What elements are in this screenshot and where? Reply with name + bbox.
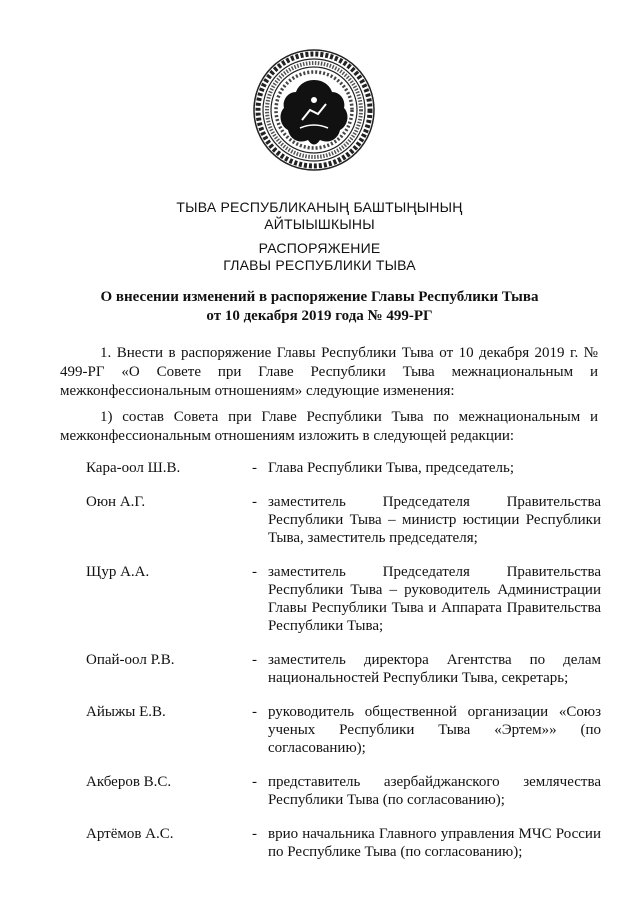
member-row [86, 703, 601, 757]
member-name: Опай-оол Р.В. [86, 652, 175, 668]
member-row [86, 651, 601, 687]
member-name: Артёмов А.С. [86, 826, 174, 842]
member-row [86, 493, 601, 547]
member-role: Глава Республики Тыва, председатель; [268, 460, 515, 476]
header-line-4: ГЛАВЫ РЕСПУБЛИКИ ТЫВА [223, 257, 416, 273]
decree-header [0, 240, 639, 274]
member-name: Акберов В.С. [86, 774, 172, 790]
header-line-3: РАСПОРЯЖЕНИЕ [258, 240, 381, 256]
member-role: заместитель Председателя Правительства Республики Тыва – министр юстиции Республики Тыва, заместитель председателя; [268, 494, 601, 546]
republic-emblem-seal [252, 48, 376, 172]
paragraph-2: 1) состав Совета при Главе Республики Тыва по межнациональным и межконфессиональным отношениям изложить в следующей редакции: [60, 409, 598, 444]
member-name: Щур А.А. [86, 564, 150, 580]
member-name: Айыжы Е.В. [86, 704, 166, 720]
member-dash: - [252, 652, 257, 668]
member-dash: - [252, 460, 257, 476]
member-dash: - [252, 564, 257, 580]
member-name: Оюн А.Г. [86, 494, 146, 510]
member-role: представитель азербайджанского землячества Республики Тыва (по согласованию); [268, 774, 601, 808]
document-title [0, 288, 639, 326]
header-line-1: ТЫВА РЕСПУБЛИКАНЫҢ БАШТЫҢЫНЫҢ [176, 199, 463, 215]
member-role: врио начальника Главного управления МЧС России по Республике Тыва (по согласованию); [268, 826, 601, 860]
member-dash: - [252, 774, 257, 790]
member-row [86, 459, 601, 477]
header-line-2: АЙТЫЫШКЫНЫ [264, 216, 375, 232]
member-role: заместитель Председателя Правительства Республики Тыва – руководитель Администрации Главы Республики Тыва и Аппарата Правительства Республики Тыва; [268, 564, 601, 634]
member-row [86, 773, 601, 809]
title-line-1: О внесении изменений в распоряжение Главы Республики Тыва [100, 289, 539, 305]
member-name: Кара-оол Ш.В. [86, 460, 181, 476]
member-dash: - [252, 704, 257, 720]
republic-header-tuvan [0, 199, 639, 233]
council-member-list [86, 459, 601, 877]
member-role: заместитель директора Агентства по делам национальностей Республики Тыва, секретарь; [268, 652, 601, 686]
title-line-2: от 10 декабря 2019 года № 499-РГ [206, 308, 433, 324]
member-dash: - [252, 494, 257, 510]
member-row [86, 825, 601, 861]
member-row [86, 563, 601, 635]
member-dash: - [252, 826, 257, 842]
member-role: руководитель общественной организации «Союз ученых Республики Тыва «Эртем»» (по согласованию); [268, 704, 601, 756]
paragraph-1: 1. Внести в распоряжение Главы Республики Тыва от 10 декабря 2019 г. № 499-РГ «О Совете при Главе Республики Тыва межнациональным и межконфессиональным отношениям» следующие изменения: [60, 345, 598, 399]
